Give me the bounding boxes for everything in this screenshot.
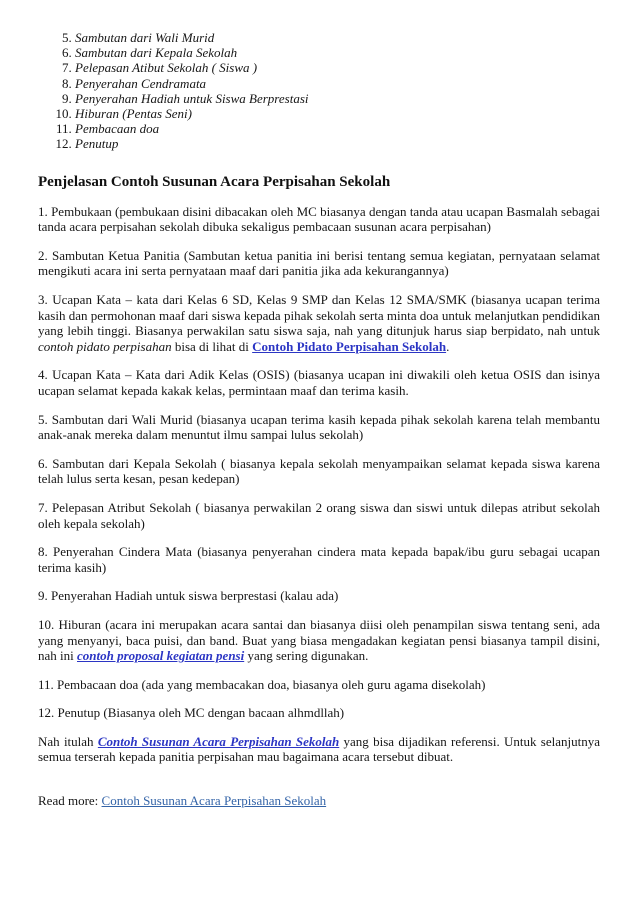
- agenda-item: 10. Hiburan (Pentas Seni): [75, 106, 600, 121]
- paragraph-text: 10. Hiburan (acara ini merupakan acara santai dan biasanya diisi oleh penampilan siswa tentang seni, ada yang menyanyi, baca puisi, dan band. Buat yang biasa mengadakan kegiatan pensi biasanya tampil disini, nah ini: [38, 616, 600, 664]
- paragraph-8: 8. Penyerahan Cindera Mata (biasanya penyerahan cindera mata kepada bapak/ibu guru sebagai ucapan terima kasih): [38, 544, 600, 575]
- paragraph-1: 1. Pembukaan (pembukaan disini dibacakan oleh MC biasanya dengan tanda atau ucapan Basmalah sebagai tanda acara perpisahan sekolah dibuka sekaligus pembacaan susunan acara perpisahan): [38, 203, 600, 235]
- paragraph-6: 6. Sambutan dari Kepala Sekolah ( biasanya kepala sekolah menyampaikan selamat kepada siswa karena telah lulus serta kesan, pesan kedepan): [38, 455, 600, 487]
- agenda-item: 12. Penutup: [75, 136, 600, 151]
- paragraph-text-italic: contoh pidato perpisahan: [38, 338, 172, 354]
- paragraph-4: 4. Ucapan Kata – Kata dari Adik Kelas (OSIS) (biasanya ucapan ini diwakili oleh ketua OSIS dan isinya ucapan selamat kepada kakak kelas, permintaan maaf dan terima kasih.: [38, 367, 600, 398]
- paragraph-text: 3. Ucapan Kata – kata dari Kelas 6 SD, Kelas 9 SMP dan Kelas 12 SMA/SMK (biasanya ucapan terima kasih dan permohonan maaf dari siswa kepada pihak sekolah serta minta doa untuk melanjutkan pendidikan yang lebih tinggi. Biasanya perwakilan satu siswa saja, nah yang ditunjuk harus siap berpidato, nah untuk: [38, 292, 600, 339]
- paragraph-12: 12. Penutup (Biasanya oleh MC dengan bacaan alhmdllah): [38, 705, 345, 721]
- paragraph-text: bisa di lihat di: [171, 338, 253, 354]
- agenda-item: 6. Sambutan dari Kepala Sekolah: [75, 45, 600, 60]
- paragraph-text: .: [446, 338, 450, 354]
- link-contoh-pidato-perpisahan-sekolah[interactable]: Contoh Pidato Perpisahan Sekolah: [252, 338, 447, 354]
- agenda-list: [38, 30, 600, 152]
- paragraph-7: 7. Pelepasan Atribut Sekolah ( biasanya perwakilan 2 orang siswa dan siswi untuk dilepas atribut sekolah oleh kepala sekolah): [38, 499, 600, 531]
- section-heading: Penjelasan Contoh Susunan Acara Perpisahan Sekolah: [38, 173, 391, 190]
- paragraph-5: 5. Sambutan dari Wali Murid (biasanya ucapan terima kasih kepada pihak sekolah karena telah membantu anak-anak mereka dalam menuntut ilmu sampai lulus sekolah): [38, 411, 600, 443]
- paragraph-11: 11. Pembacaan doa (ada yang membacakan doa, biasanya oleh guru agama disekolah): [38, 676, 486, 692]
- paragraph-text: Nah itulah: [38, 733, 98, 749]
- read-more-line: [38, 793, 600, 809]
- agenda-item: 9. Penyerahan Hadiah untuk Siswa Berprestasi: [75, 91, 600, 106]
- read-more-label: Read more:: [38, 793, 102, 809]
- paragraph-2: 2. Sambutan Ketua Panitia (Sambutan ketua panitia ini berisi tentang semua kegiatan, pernyataan selamat mengikuti acara ini serta pernyataan maaf dari panitia jika ada kekurangannya): [38, 247, 600, 279]
- agenda-item: 11. Pembacaan doa: [75, 121, 600, 136]
- read-more-link[interactable]: Contoh Susunan Acara Perpisahan Sekolah: [101, 793, 327, 809]
- paragraph-3: [38, 292, 600, 354]
- link-contoh-susunan-acara-perpisahan-sekolah[interactable]: Contoh Susunan Acara Perpisahan Sekolah: [97, 733, 340, 749]
- agenda-item: 8. Penyerahan Cendramata: [75, 76, 600, 91]
- paragraph-9: 9. Penyerahan Hadiah untuk siswa berprestasi (kalau ada): [38, 588, 339, 604]
- closing-paragraph: [38, 734, 600, 765]
- link-contoh-proposal-kegiatan-pensi[interactable]: contoh proposal kegiatan pensi: [77, 648, 245, 664]
- agenda-item: 7. Pelepasan Atibut Sekolah ( Siswa ): [75, 60, 600, 75]
- paragraph-10: [38, 617, 600, 664]
- agenda-item: 5. Sambutan dari Wali Murid: [75, 30, 600, 45]
- paragraph-text: yang sering digunakan.: [244, 648, 369, 664]
- paragraph-text: yang bisa dijadikan referensi. Untuk selanjutnya semua terserah kepada panitia perpisahan mau bagaimana acara tersebut dibuat.: [38, 733, 601, 765]
